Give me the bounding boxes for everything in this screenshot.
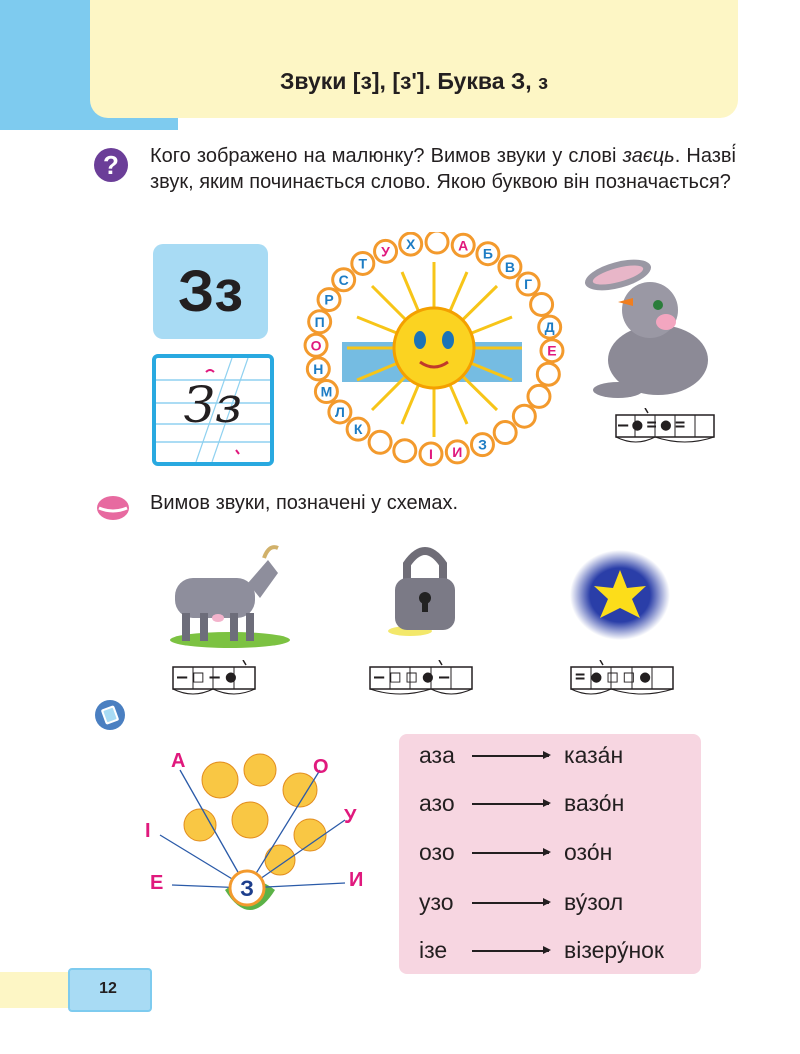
sun-letter-circle (528, 385, 550, 407)
lesson-title-main: Звуки [з], [з']. Буква З, (279, 68, 532, 94)
scheme-lock (369, 660, 473, 705)
sun-letter: М (320, 383, 333, 400)
sun-letter: Х (406, 236, 416, 253)
pair-from: озо (419, 839, 455, 865)
scheme-hare-text: –●=●= (618, 415, 690, 435)
sun-alphabet-illustration (302, 232, 566, 472)
sun-letter-circle (394, 440, 416, 462)
notebook-icon (94, 699, 126, 731)
pair-row (419, 839, 613, 866)
task1-text (150, 143, 736, 195)
pair-to: ву́зол (564, 889, 624, 915)
padlock-illustration (385, 536, 465, 636)
flower-letter-y: И (349, 869, 364, 891)
script-letter-lines (156, 358, 270, 462)
sun-letter: Л (334, 403, 345, 420)
syllable-word-pairs (399, 734, 701, 974)
script-letters: Зз (183, 376, 243, 434)
scheme-hare (615, 408, 715, 453)
goat-illustration (160, 538, 290, 648)
sun-letter-circle (513, 405, 535, 427)
sun-letter: І (429, 445, 433, 462)
lesson-title-tail: з (538, 72, 549, 94)
task2-text: Вимов звуки, позначені у схемах. (150, 492, 459, 514)
arrow-right-icon (472, 755, 549, 757)
flower-letter-o: О (313, 756, 329, 778)
task1-line1: Кого зображено на малюнку? Вимов звуки у слові (150, 145, 617, 167)
pair-row (419, 742, 624, 769)
sun-letter: З (478, 436, 487, 453)
flower-illustration (150, 740, 390, 930)
pair-to: візеру́нок (564, 937, 664, 963)
letter-card-print: Зз (153, 244, 268, 339)
sun-letter: О (310, 337, 322, 354)
sun-letter: С (338, 271, 349, 288)
scheme-goat-text: –□–● (177, 667, 242, 687)
sun-letter: Д (544, 319, 555, 336)
sun-letter: А (458, 237, 469, 254)
pair-from: азо (419, 790, 455, 816)
sun-letter-circle (494, 422, 516, 444)
sun-letter: И (452, 443, 463, 460)
flower-letter-i: І (145, 820, 151, 842)
pair-to: каза́н (564, 742, 624, 768)
sun-letter: В (504, 258, 515, 275)
sun-letter-circle (369, 431, 391, 453)
letter-card-script (152, 354, 274, 466)
pair-row (419, 937, 664, 964)
pair-row (419, 889, 624, 916)
sun-letter-circle (537, 363, 559, 385)
arrow-right-icon (472, 902, 549, 904)
task1-word: заєць (622, 145, 675, 167)
header-yellow-band (90, 0, 738, 118)
scheme-goat (172, 660, 256, 705)
sun-letter: Б (482, 245, 493, 262)
flower-letter-e: Е (150, 872, 164, 894)
sun-letter: Т (358, 255, 368, 272)
arrow-right-icon (472, 803, 549, 805)
scheme-star (570, 660, 674, 705)
arrow-right-icon (472, 950, 549, 952)
lesson-title (90, 68, 738, 95)
hare-illustration (578, 250, 718, 400)
arrow-right-icon (472, 852, 549, 854)
question-icon (93, 147, 129, 183)
sun-letter: Р (324, 291, 334, 308)
task1-rest: . Назві́ звук, яким починається слово. Якою буквою він позначається? (150, 145, 736, 193)
sun-letter-circle (531, 293, 553, 315)
sun-letter: Г (524, 276, 533, 293)
pair-to: озо́н (564, 839, 613, 865)
sun-letter: Е (547, 342, 557, 359)
flower-center-letter: З (240, 876, 254, 901)
svg-text:?: ? (103, 150, 119, 180)
scheme-star-text: =●□□● (575, 667, 657, 687)
pair-from: узо (419, 889, 454, 915)
pair-to: вазо́н (564, 790, 625, 816)
sun-letter: П (314, 313, 325, 330)
flower-letter-a: А (171, 750, 186, 772)
star-illustration (570, 550, 670, 640)
pair-row (419, 790, 625, 817)
lips-icon (96, 494, 130, 522)
sun-letter-circle (426, 232, 448, 253)
scheme-lock-text: –□□●– (374, 667, 456, 687)
sun-letter: К (353, 421, 363, 438)
pair-from: ізе (419, 937, 448, 963)
flower-letter-u: У (344, 806, 357, 828)
page-number: 12 (99, 980, 117, 997)
sun-letter: Н (313, 360, 324, 377)
pair-from: аза (419, 742, 455, 768)
sun-letter: У (381, 243, 390, 260)
